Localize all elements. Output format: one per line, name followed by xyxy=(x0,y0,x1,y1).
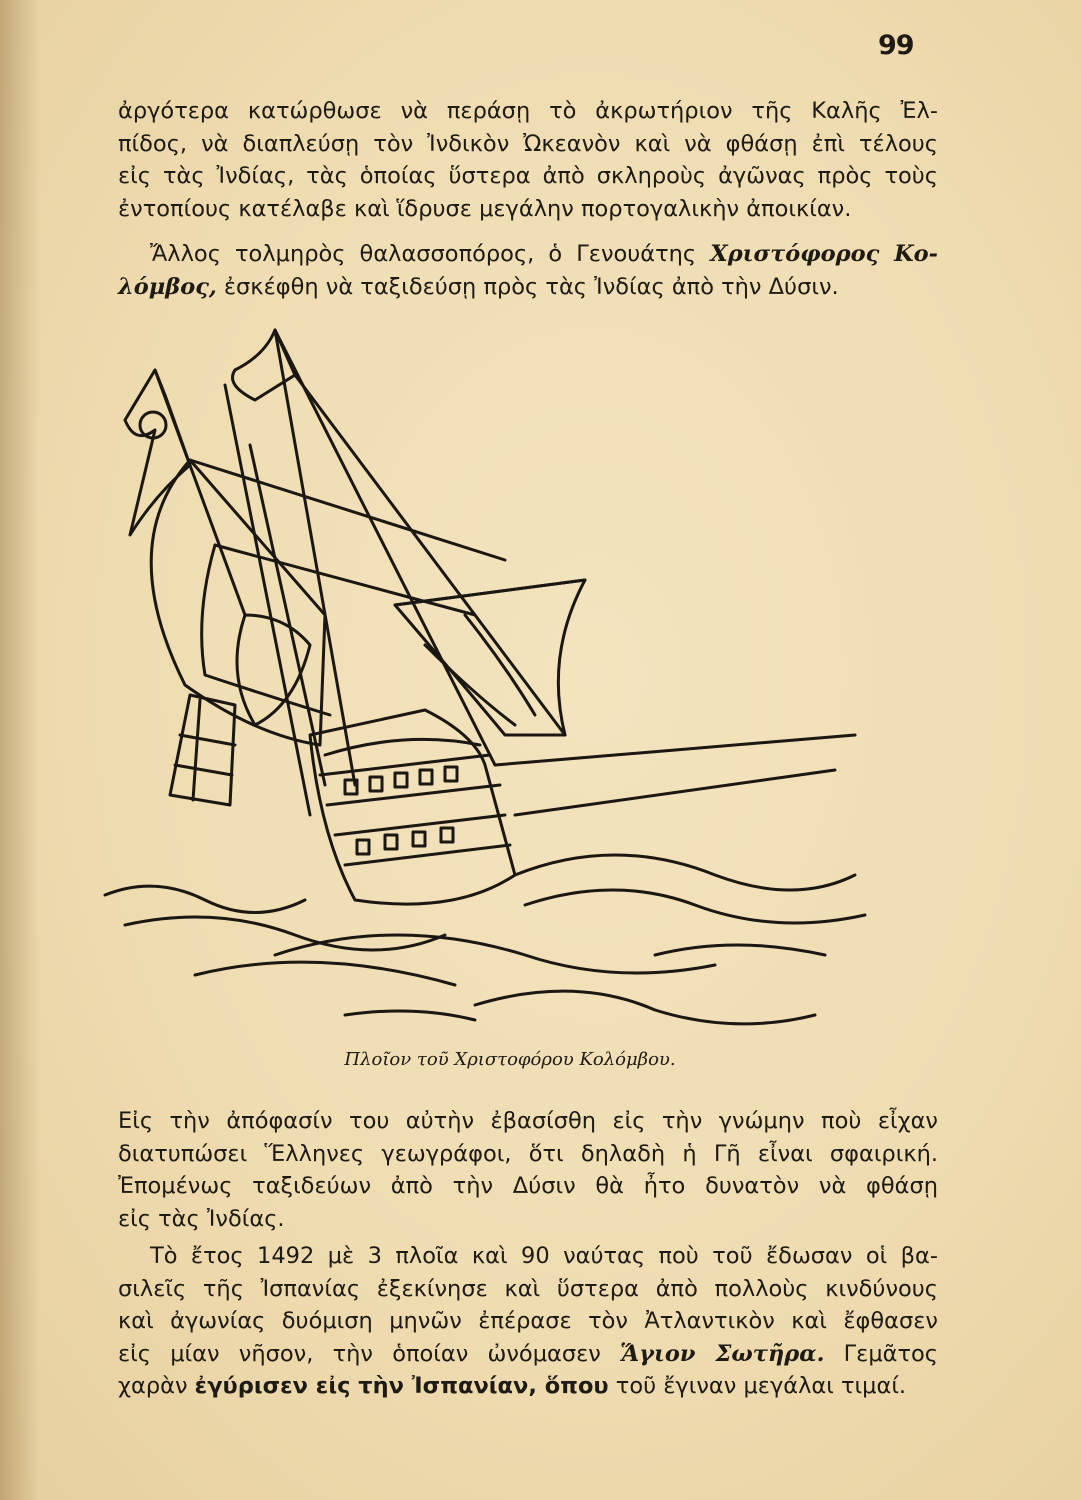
person-name: λόμβος, xyxy=(118,273,217,300)
paragraph-4 xyxy=(118,1240,938,1403)
bold-text-run: ἐγύρισεν εἰς τὴν Ἰσπανίαν, ὅπου xyxy=(194,1373,609,1399)
text-line xyxy=(118,271,938,304)
text-run: τοῦ ἔγιναν μεγάλαι τιμαί. xyxy=(608,1373,907,1399)
text-run: εἰς μίαν νῆσον, τὴν ὁποίαν ὠνόμασεν xyxy=(118,1340,621,1367)
text-line: Ἐπομένως ταξιδεύων ἀπὸ τὴν Δύσιν θὰ ἦτο δυνατὸν νὰ φθάσῃ xyxy=(118,1173,938,1199)
text-line: ἀργότερα κατώρθωσε νὰ περάσῃ τὸ ἀκρωτήριον τῆς Καλῆς Ἐλ- xyxy=(118,98,938,124)
paragraph-3 xyxy=(118,1105,938,1235)
paragraph-1 xyxy=(118,95,938,225)
text-line: σιλεῖς τῆς Ἰσπανίας ἐξεκίνησε καὶ ὕστερα ἀπὸ πολλοὺς κινδύνους xyxy=(118,1275,938,1302)
text-line: εἰς τὰς Ἰνδίας. xyxy=(118,1205,285,1232)
spine-shadow xyxy=(0,0,40,1500)
figure-caption: Πλοῖον τοῦ Χριστοφόρου Κολόμβου. xyxy=(344,1049,676,1070)
paragraph-2 xyxy=(118,238,938,303)
text-run: ἐσκέφθη νὰ ταξιδεύσῃ πρὸς τὰς Ἰνδίας ἀπὸ τὴν Δύσιν. xyxy=(216,273,839,300)
text-run: Γεμᾶτος xyxy=(824,1340,939,1367)
text-line: διατυπώσει Ἕλληνες γεωγράφοι, ὅτι δηλαδὴ ἡ Γῆ εἶναι σφαιρική. xyxy=(118,1140,938,1167)
text-line: εἰς τὰς Ἰνδίας, τὰς ὁποίας ὕστερα ἀπὸ σκληροὺς ἀγῶνας πρὸς τοὺς xyxy=(118,163,938,189)
text-line xyxy=(118,1338,938,1371)
text-line: Εἰς τὴν ἀπόφασίν του αὐτὴν ἐβασίσθη εἰς τὴν γνώμην ποὺ εἶχαν xyxy=(118,1108,938,1134)
person-name: Χριστόφορος Κο- xyxy=(710,241,938,267)
text-line: πίδος, νὰ διαπλεύσῃ τὸν Ἰνδικὸν Ὠκεανὸν καὶ νὰ φθάσῃ ἐπὶ τέλους xyxy=(118,130,938,157)
text-line xyxy=(118,1370,938,1403)
island-name: Ἅγιον Σωτῆρα. xyxy=(620,1340,825,1367)
page-number: 99 xyxy=(878,30,914,61)
text-line: Τὸ ἔτος 1492 μὲ 3 πλοῖα καὶ 90 ναύτας ποὺ τοῦ ἔδωσαν οἱ βα- xyxy=(150,1243,938,1269)
text-run: χαρὰν xyxy=(118,1373,195,1399)
text-line xyxy=(118,238,938,271)
text-line: καὶ ἀγωνίας δυόμιση μηνῶν ἐπέρασε τὸν Ἀτλαντικὸν καὶ ἔφθασεν xyxy=(118,1308,938,1334)
text-run: Ἄλλος τολμηρὸς θαλασσοπόρος, ὁ Γενουάτης xyxy=(150,241,711,267)
text-line: ἐντοπίους κατέλαβε καὶ ἵδρυσε μεγάλην πορτογαλικὴν ἀποικίαν. xyxy=(118,195,852,222)
ship-illustration xyxy=(95,315,885,1045)
